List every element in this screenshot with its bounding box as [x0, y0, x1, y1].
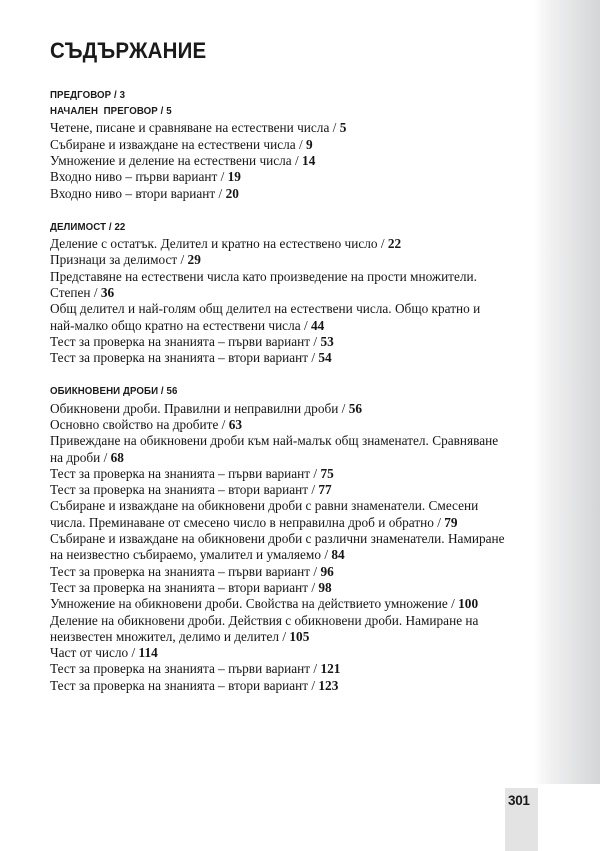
toc-entry-page-number: 20 [225, 185, 239, 201]
toc-entry-page-number: 121 [320, 661, 341, 677]
toc-entry[interactable]: Обикновени дроби. Правилни и неправилни дроби / 56 [50, 400, 362, 416]
toc-entry[interactable]: Тест за проверка на знанията – втори вариант / 98 [50, 579, 332, 595]
toc-entry-page-number: 100 [458, 596, 479, 612]
toc-entry[interactable]: Тест за проверка на знанията – първи вариант / 96 [50, 563, 334, 579]
toc-entry[interactable]: Умножение на обикновени дроби. Свойства на действието умножение / 100 [50, 596, 479, 612]
toc-entry-page-number: 98 [318, 579, 332, 595]
toc-entry[interactable]: Тест за проверка на знанията – втори вариант / 54 [50, 350, 332, 366]
toc-entry-page-number: 105 [289, 628, 310, 644]
table-of-contents [50, 38, 508, 694]
toc-entry-page-number: 68 [110, 449, 124, 465]
toc-entry[interactable]: Част от число / 114 [50, 645, 158, 661]
toc-entry-page-number: 114 [138, 645, 158, 661]
toc-section [50, 384, 508, 694]
toc-entry-page-number: 44 [310, 317, 325, 333]
toc-entry[interactable]: Умножение и деление на естествени числа / 14 [50, 153, 316, 168]
toc-section [50, 88, 505, 202]
toc-entry[interactable]: Основно свойство на дробите / 63 [50, 416, 242, 432]
toc-section-heading[interactable]: ОБИКНОВЕНИ ДРОБИ / 56 [50, 386, 178, 398]
toc-entry-page-number: 79 [444, 514, 458, 530]
toc-section-heading[interactable]: ДЕЛИМОСТ / 22 [50, 221, 126, 233]
toc-entry[interactable]: Тест за проверка на знанията – втори вариант / 77 [50, 482, 332, 498]
toc-entry[interactable]: Деление с остатък. Делител и кратно на естествено число / 22 [50, 236, 402, 252]
toc-entry[interactable]: Деление на обикновени дроби. Действия с обикновени дроби. Намиране на неизвестен множител, делимо и делител / 105 [50, 612, 482, 644]
toc-entry[interactable]: Входно ниво – втори вариант / 20 [50, 185, 239, 201]
toc-entry-page-number: 14 [302, 153, 316, 168]
gutter-gradient-strip [534, 0, 600, 784]
toc-entry[interactable]: Събиране и изваждане на обикновени дроби с различни знаменатели. Намиране на неизвестно събираемо, умалител и умаляемо / 84 [50, 531, 508, 563]
toc-entry-page-number: 77 [318, 482, 332, 498]
toc-entry-page-number: 123 [318, 677, 339, 693]
toc-entry-page-number: 9 [306, 136, 313, 152]
toc-entry-page-number: 96 [320, 563, 334, 579]
toc-entry[interactable]: Тест за проверка на знанията – първи вариант / 121 [50, 661, 341, 677]
toc-entry[interactable]: Четене, писане и сравняване на естествени числа / 5 [50, 120, 347, 136]
toc-section-heading[interactable]: НАЧАЛЕН ПРЕГОВОР / 5 [50, 106, 172, 118]
toc-entry[interactable]: Общ делител и най-голям общ делител на естествени числа. Общо кратно и най-малко общо кратно на естествени числа / 44 [50, 301, 484, 333]
toc-entry-page-number: 56 [348, 400, 362, 416]
toc-entry[interactable]: Събиране и изваждане на естествени числа / 9 [50, 136, 313, 152]
toc-entry[interactable]: Представяне на естествени числа като произведение на прости множители. Степен / 36 [50, 268, 481, 300]
toc-entry-page-number: 36 [100, 284, 115, 300]
toc-entry[interactable]: Събиране и изваждане на обикновени дроби с равни знаменатели. Смесени числа. Преминаване от смесено число в неправилна дроб и обратно / 79 [50, 498, 482, 530]
toc-entry[interactable]: Признаци за делимост / 29 [50, 252, 201, 268]
toc-entry-page-number: 29 [187, 252, 201, 268]
page-number-tab [505, 788, 538, 851]
toc-section-list [50, 88, 508, 694]
toc-entry-page-number: 54 [318, 350, 332, 366]
toc-entry-page-number: 63 [228, 416, 242, 432]
toc-entry-page-number: 75 [320, 465, 334, 481]
toc-entry[interactable]: Тест за проверка на знанията – първи вариант / 75 [50, 465, 334, 481]
toc-section-heading[interactable]: ПРЕДГОВОР / 3 [50, 90, 126, 101]
toc-entry[interactable]: Тест за проверка на знанията – втори вариант / 123 [50, 677, 339, 693]
page-number: 301 [508, 793, 530, 808]
toc-entry[interactable]: Привеждане на обикновени дроби към най-малък общ знаменател. Сравняване на дроби / 68 [50, 433, 502, 465]
toc-entry[interactable]: Входно ниво – първи вариант / 19 [50, 169, 241, 185]
toc-entry-page-number: 84 [331, 547, 345, 563]
toc-entry-page-number: 5 [339, 120, 347, 136]
toc-section [50, 220, 505, 367]
toc-entry[interactable]: Тест за проверка на знанията – първи вариант / 53 [50, 333, 334, 349]
toc-entry-page-number: 53 [320, 333, 334, 349]
toc-entry-page-number: 22 [387, 236, 402, 252]
toc-entry-page-number: 19 [227, 169, 241, 185]
page-title: СЪДЪРЖАНИЕ [50, 38, 207, 63]
